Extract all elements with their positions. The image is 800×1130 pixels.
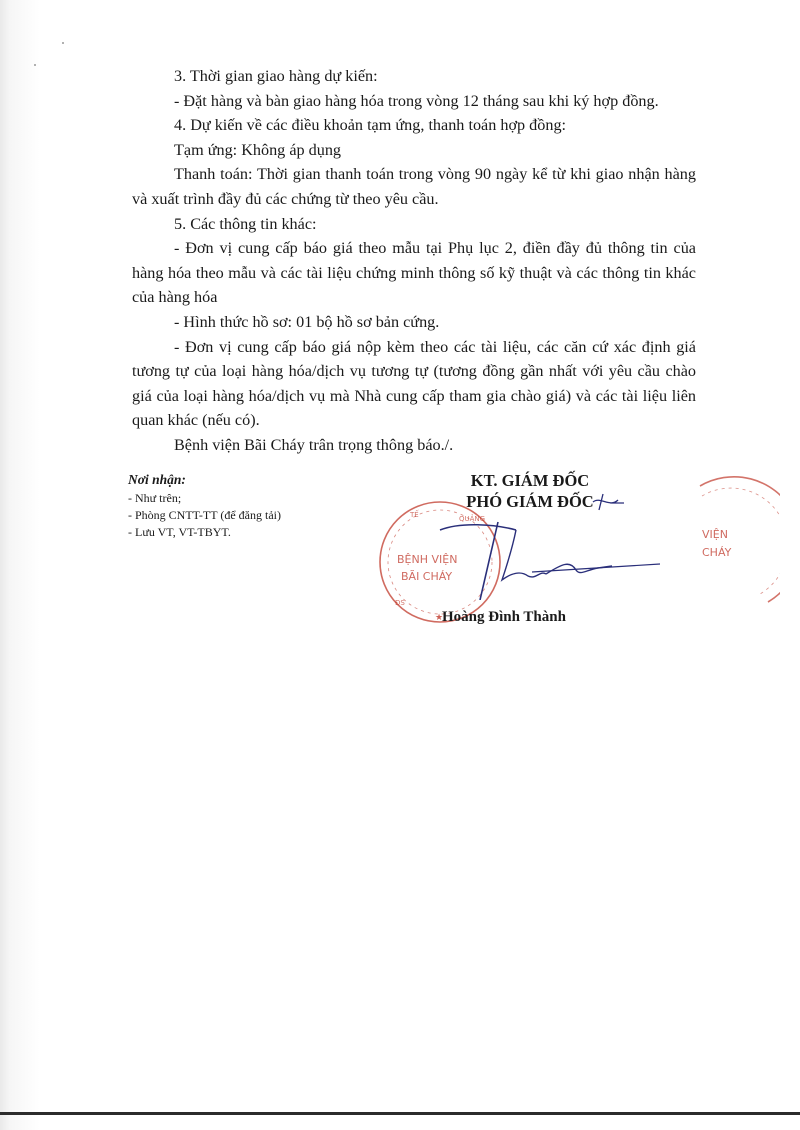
recipient-item: - Phòng CNTT-TT (để đăng tải) [128,508,281,522]
recipient-item: - Như trên; [128,491,182,505]
page-bottom-border [0,1112,800,1115]
recipient-item: - Lưu VT, VT-TBYT. [128,525,231,539]
svg-text:TẾ: TẾ [410,511,419,519]
advance-payment-line: Tạm ứng: Không áp dụng [174,140,342,159]
stamp-text-line2: BÃI CHÁY [401,570,453,583]
scan-edge-shadow [0,0,60,1130]
section5-heading: 5. Các thông tin khác: [174,214,317,233]
svg-text:QUẢNG: QUẢNG [459,515,486,523]
partial-stamp-text-line2: CHÁY [702,546,732,559]
partial-stamp-text-line1: VIỆN [702,528,728,541]
scan-speck [34,64,36,66]
recipients-block [128,471,368,541]
section4-heading: 4. Dự kiến về các điều khoản tạm ứng, thanh toán hợp đồng: [174,116,567,135]
signature-title-line2: PHÓ GIÁM ĐỐC [466,492,594,511]
partial-stamp [690,470,780,610]
handwritten-signature [420,490,660,600]
section3-heading: 3. Thời gian giao hàng dự kiến: [174,67,378,85]
stamp-text-line1: BỆNH VIỆN [397,553,458,566]
section5-item-quotation: - Đơn vị cung cấp báo giá theo mẫu tại Phụ lục 2, điền đầy đủ thông tin của hàng hóa theo mẫu và các tài liệu chứng minh thông số kỹ thuật và các thông tin khác của hàng hóa [132,239,696,307]
closing-line: Bệnh viện Bãi Cháy trân trọng thông báo./. [174,435,454,454]
signer-name: Hoàng Đình Thành [442,609,566,625]
section5-item-documents: - Đơn vị cung cấp báo giá nộp kèm theo các tài liệu, các căn cứ xác định giá tương tự của loại hàng hóa/dịch vụ tương tự (tương đồng gần nhất với yêu cầu chào giá của loại hàng hóa/dịch vụ mà Nhà cung cấp tham gia chào giá) và các tài liệu liên quan khác (nếu có). [132,337,696,430]
recipients-heading: Nơi nhận: [128,472,186,487]
section5-item-dossier: - Hình thức hồ sơ: 01 bộ hồ sơ bản cứng. [174,312,440,331]
section3-item: - Đặt hàng và bàn giao hàng hóa trong vòng 12 tháng sau khi ký hợp đồng. [174,91,659,110]
signature-title-line1: KT. GIÁM ĐỐC [470,471,590,490]
scan-speck [62,42,64,44]
svg-text:ĐS: ĐS [395,599,405,607]
body-text [132,64,696,458]
payment-line: Thanh toán: Thời gian thanh toán trong vòng 90 ngày kể từ khi giao nhận hàng và xuất trình đầy đủ các chứng từ theo yêu cầu. [132,165,696,208]
svg-text:★: ★ [435,613,444,623]
